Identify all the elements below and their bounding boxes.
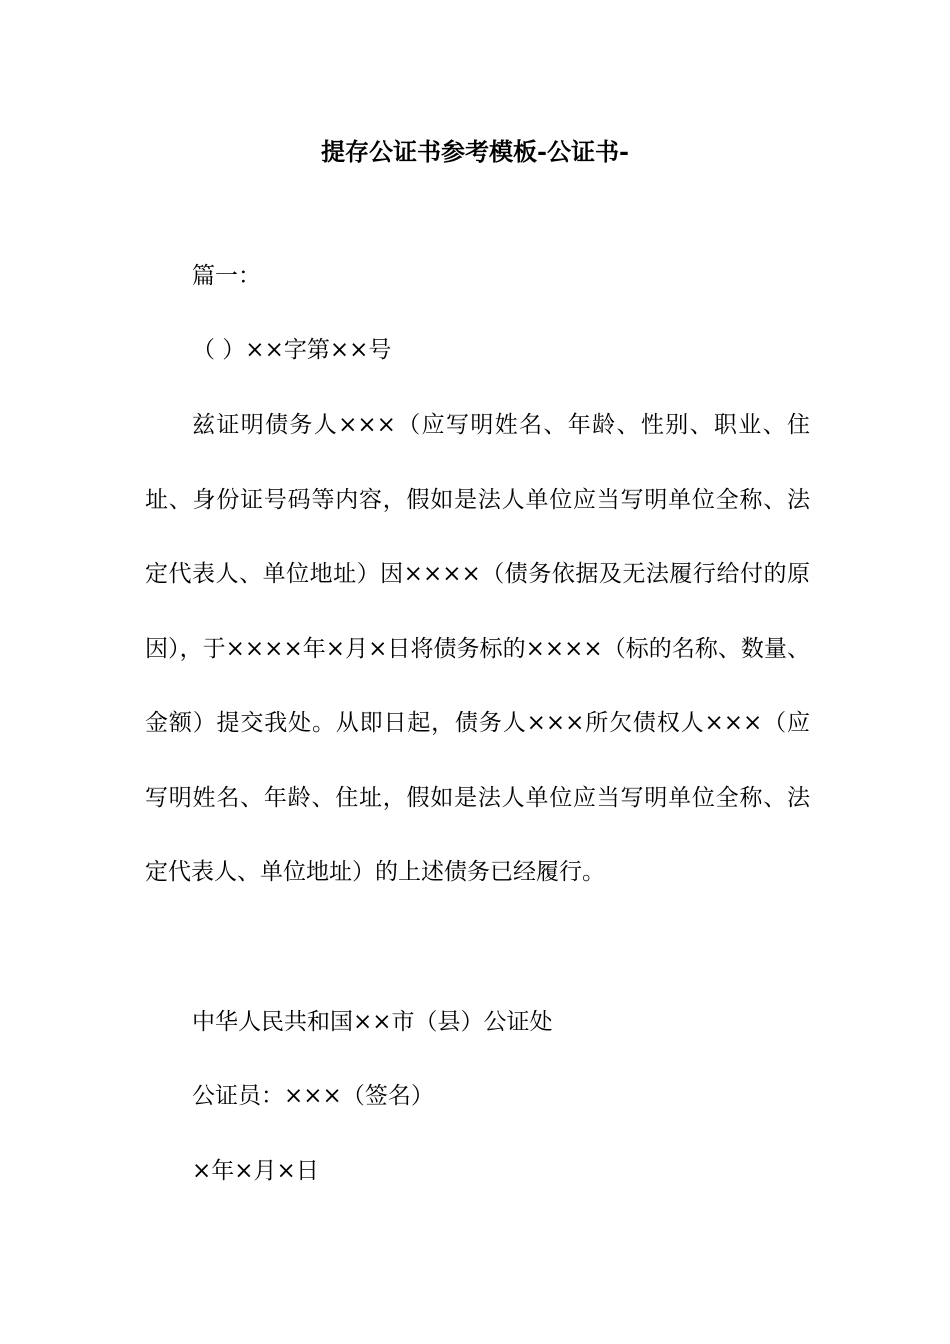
notary-signature: 公证员：×××（签名）: [192, 1083, 434, 1109]
document-number: （ ）××字第××号: [192, 337, 392, 363]
document-title: 提存公证书参考模板-公证书-: [321, 137, 629, 166]
section-heading: 篇一：: [192, 263, 261, 289]
issue-date: ×年×月×日: [192, 1158, 319, 1184]
certificate-body: 兹证明债务人×××（应写明姓名、年龄、性别、职业、住址、身份证号码等内容，假如是法人单位应当写明单位全称、法定代表人、单位地址）因××××（债务依据及无法履行给付的原因），于××××年×月×日将债务标的××××（标的名称、数量、金额）提交我处。从即日起，债务人×××所欠债权人×××（应写明姓名、年龄、住址，假如是法人单位应当写明单位全称、法定代表人、单位地址）的上述债务已经履行。: [145, 412, 810, 885]
issuing-office: 中华人民共和国××市（县）公证处: [192, 1009, 553, 1035]
